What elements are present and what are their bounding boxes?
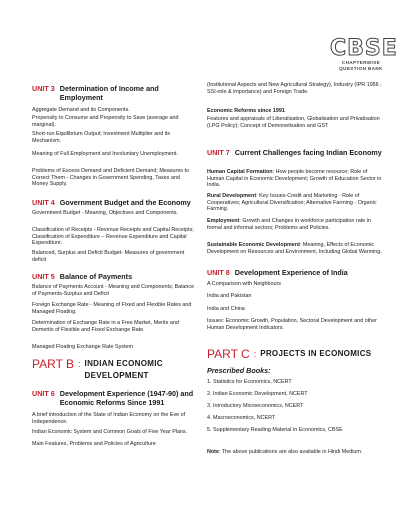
item-text: : Growth and Changes in workforce participation rate in formal and informal sectors; Problems and Policies. xyxy=(207,218,371,231)
item-text: : How people become resource; Role of Human Capital in Economic Development; Growth of Education Sector in India. xyxy=(207,169,382,189)
item-head: Rural Development xyxy=(207,193,257,199)
unit-7-heading xyxy=(207,148,383,157)
list-item: India and China xyxy=(207,306,245,312)
list-item: Problems of Excess Demand and Deficient Demand; Measures to Correct Them - Changes in Government Spending, Taxes and Money Supply. xyxy=(32,168,189,188)
paragraph: Features and appraisals of Liberalisation, Globalisation and Privatisation (LPG Policy); Concept of Demonetisation and GST xyxy=(207,116,380,129)
paragraph: (Institutional Aspects and New Agricultural Strategy), Industry (IPR 1956 ; SSI-role & importance) and Foreign Trade. xyxy=(207,82,382,95)
unit-4-heading xyxy=(32,198,202,207)
item-head: Human Capital Formation xyxy=(207,169,273,175)
unit-title: Determination of Income and Employment xyxy=(59,84,159,102)
list-item: Balance of Payments Account - Meaning and Components; Balance of Payments-Surplus and Deficit xyxy=(32,284,195,297)
book-item: 4. Macroeconomics, NCERT xyxy=(207,415,276,421)
unit-number: UNIT 6 xyxy=(32,389,55,398)
list-item: Managed Floating Exchange Rate System xyxy=(32,344,133,350)
list-item: Foreign Exchange Rate - Meaning of Fixed and Flexible Rates and Managed Floating. xyxy=(32,302,192,315)
note-head: Note xyxy=(207,449,219,455)
book-item: 5. Supplementary Reading Material in Economics, CBSE xyxy=(207,427,343,433)
list-item xyxy=(207,242,383,255)
list-item: Issues: Economic Growth, Population, Sectoral Development and other Human Development Indicators. xyxy=(207,318,377,331)
part-label: PART C xyxy=(207,347,250,361)
book-item: 2. Indian Economic Development, NCERT xyxy=(207,391,308,397)
part-b-heading xyxy=(32,358,202,382)
list-item xyxy=(207,169,383,189)
unit-5-heading xyxy=(32,272,197,281)
unit-title: Development Experience (1947-90) and Economic Reforms Since 1991 xyxy=(59,389,194,407)
unit-number: UNIT 5 xyxy=(32,272,55,281)
note-text: : The above publications are also available in Hindi Medium. xyxy=(218,449,363,455)
unit-title: Current Challenges facing Indian Economy xyxy=(234,148,382,157)
list-item: Meaning of Full Employment and Involuntary Unemployment. xyxy=(32,151,178,157)
unit-number: UNIT 3 xyxy=(32,84,55,93)
list-item xyxy=(207,218,383,231)
unit-number: UNIT 4 xyxy=(32,198,55,207)
list-item: Propensity to Consume and Propensity to Save (average and marginal). xyxy=(32,115,179,128)
list-item: Aggregate Demand and its Components. xyxy=(32,107,130,113)
part-label: PART B xyxy=(32,357,75,371)
part-separator: : xyxy=(78,359,81,369)
unit-number: UNIT 7 xyxy=(207,148,230,157)
part-separator: : xyxy=(253,349,257,359)
unit-6-heading xyxy=(32,389,202,407)
list-item: A brief introduction of the State of Indian Economy on the Eve of Independence. xyxy=(32,412,186,425)
prescribed-books-heading: Prescribed Books: xyxy=(207,366,271,375)
logo-line2: QUESTION BANK xyxy=(339,65,383,71)
list-item: Main Features, Problems and Policies of Agriculture xyxy=(32,441,156,447)
list-item: A Comparison with Neighbours xyxy=(207,281,282,287)
unit-8-heading xyxy=(207,268,383,277)
item-text: : Key Issues-Credit and Marketing - Role of Cooperatives; Agricultural Diversification; Alternative Farming - Organic Farming. xyxy=(207,193,377,213)
list-item: Classification of Receipts - Revenue Receipts and Capital Receipts; Classification of Expenditure – Revenue Expenditure and Capital Expenditure. xyxy=(32,227,194,247)
note xyxy=(207,449,383,456)
list-item: Government Budget - Meaning, Objectives and Components. xyxy=(32,210,178,216)
cbse-logo xyxy=(330,36,398,71)
item-head: Sustainable Economic Development xyxy=(207,242,300,248)
unit-title: Government Budget and the Economy xyxy=(59,198,191,207)
book-item: 3. Introductory Microeconomics, NCERT xyxy=(207,403,304,409)
unit-3-heading xyxy=(32,84,197,102)
list-item: Indian Economic System and Common Goals of Five Year Plans. xyxy=(32,429,188,435)
unit-title: Balance of Payments xyxy=(59,272,133,281)
part-c-heading xyxy=(207,348,383,360)
unit-title: Development Experience of India xyxy=(234,268,348,277)
part-title: INDIAN ECONOMIC DEVELOPMENT xyxy=(84,359,163,380)
item-head: Employment xyxy=(207,218,240,224)
list-item: Balanced, Surplus and Deficit Budget- Measures of government deficit xyxy=(32,250,185,263)
logo-line1: CHAPTERWISE xyxy=(341,60,381,65)
part-title: PROJECTS IN ECONOMICS xyxy=(260,349,372,358)
list-item xyxy=(207,193,383,213)
item-text: : Meaning, Effects of Economic Development on Resources and Environment, Including Global Warming. xyxy=(207,242,382,255)
book-item: 1. Statistics for Economics, NCERT xyxy=(207,379,292,385)
logo-title: CBSE xyxy=(330,36,398,61)
list-item: Determination of Exchange Rate in a Free Market, Merits and Demerits of Flexible and Fixed Exchange Rate. xyxy=(32,320,179,333)
unit-number: UNIT 8 xyxy=(207,268,230,277)
list-item: Short-run Equilibrium Output; Investment Multiplier and its Mechanism. xyxy=(32,131,171,144)
subheading: Economic Reforms since 1991 xyxy=(207,108,285,114)
list-item: India and Pakistan xyxy=(207,293,252,299)
